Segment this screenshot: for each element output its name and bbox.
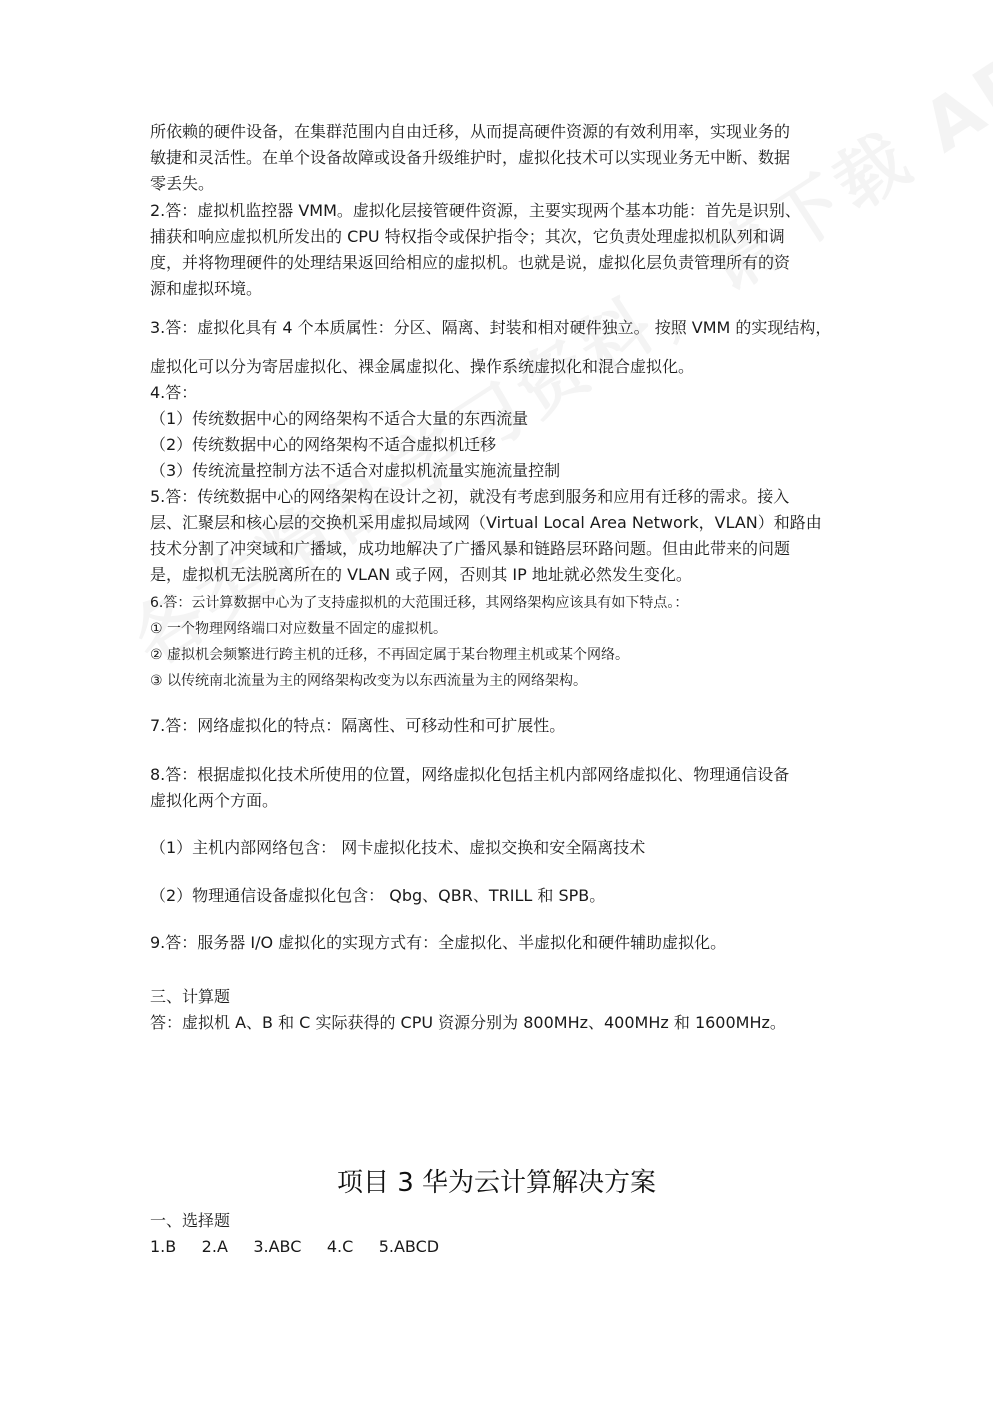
text-line: 虚拟化可以分为寄居虚拟化、裸金属虚拟化、操作系统虚拟化和混合虚拟化。 (150, 357, 695, 376)
text-line: 零丢失。 (150, 174, 215, 193)
section-title: 项目 3 华为云计算解决方案 (336, 1168, 657, 1198)
text-line: 所依赖的硬件设备，在集群范围内自由迁移，从而提高硬件资源的有效利用率，实现业务的 (150, 122, 791, 141)
list-item: （2）物理通信设备虚拟化包含： Qbg、QBR、TRILL 和 SPB。 (150, 886, 606, 905)
text-line: 4.答： (150, 383, 198, 402)
text-line: 层、汇聚层和核心层的交换机采用虚拟局域网（Virtual Local Area Network，VLAN）和路由 (150, 513, 822, 532)
answers-line: 1.B 2.A 3.ABC 4.C 5.ABCD (150, 1237, 440, 1256)
list-item: ① 一个物理网络端口对应数量不固定的虚拟机。 (150, 621, 447, 637)
text-line: 6.答：云计算数据中心为了支持虚拟机的大范围迁移，其网络架构应该具有如下特点。： (150, 595, 689, 611)
list-item: （1）传统数据中心的网络架构不适合大量的东西流量 (150, 409, 529, 428)
list-item: ③ 以传统南北流量为主的网络架构改变为以东西流量为主的网络架构。 (150, 673, 587, 689)
text-line: 9.答：服务器 I/O 虚拟化的实现方式有：全虚拟化、半虚拟化和硬件辅助虚拟化。 (150, 933, 727, 952)
text-line: 7.答：网络虚拟化的特点：隔离性、可移动性和可扩展性。 (150, 716, 566, 735)
text-line: 答：虚拟机 A、B 和 C 实际获得的 CPU 资源分别为 800MHz、400MHz 和 1600MHz。 (150, 1013, 786, 1032)
text-line: 8.答：根据虚拟化技术所使用的位置，网络虚拟化包括主机内部网络虚拟化、物理通信设备 (150, 765, 790, 784)
list-item: （1）主机内部网络包含： 网卡虚拟化技术、虚拟交换和安全隔离技术 (150, 838, 646, 857)
text-line: 敏捷和灵活性。在单个设备故障或设备升级维护时，虚拟化技术可以实现业务无中断、数据 (150, 148, 791, 167)
list-item: （3）传统流量控制方法不适合对虚拟机流量实施流量控制 (150, 461, 561, 480)
text-line: 是，虚拟机无法脱离所在的 VLAN 或子网，否则其 IP 地址就必然发生变化。 (150, 565, 692, 584)
text-line: 3.答：虚拟化具有 4 个本质属性：分区、隔离、封装和相对硬件独立。 按照 VMM 的实现结构， (150, 318, 832, 337)
text-line: 捕获和响应虚拟机所发出的 CPU 特权指令或保护指令；其次，它负责处理虚拟机队列和调 (150, 227, 785, 246)
list-item: （2）传统数据中心的网络架构不适合虚拟机迁移 (150, 435, 497, 454)
list-item: ② 虚拟机会频繁进行跨主机的迁移，不再固定属于某台物理主机或某个网络。 (150, 647, 629, 663)
text-line: 5.答：传统数据中心的网络架构在设计之初，就没有考虑到服务和应用有迁移的需求。接入 (150, 487, 790, 506)
text-line: 度，并将物理硬件的处理结果返回给相应的虚拟机。也就是说，虚拟化层负责管理所有的资 (150, 253, 791, 272)
text-line: 虚拟化两个方面。 (150, 791, 279, 810)
section-heading: 三、计算题 (150, 987, 231, 1006)
text-line: 技术分割了冲突域和广播域，成功地解决了广播风暴和链路层环路问题。但由此带来的问题 (150, 539, 791, 558)
text-line: 2.答：虚拟机监控器 VMM。虚拟化层接管硬件资源，主要实现两个基本功能：首先是识别、 (150, 201, 801, 220)
section-subheading: 一、选择题 (150, 1211, 231, 1230)
text-line: 源和虚拟环境。 (150, 279, 263, 298)
